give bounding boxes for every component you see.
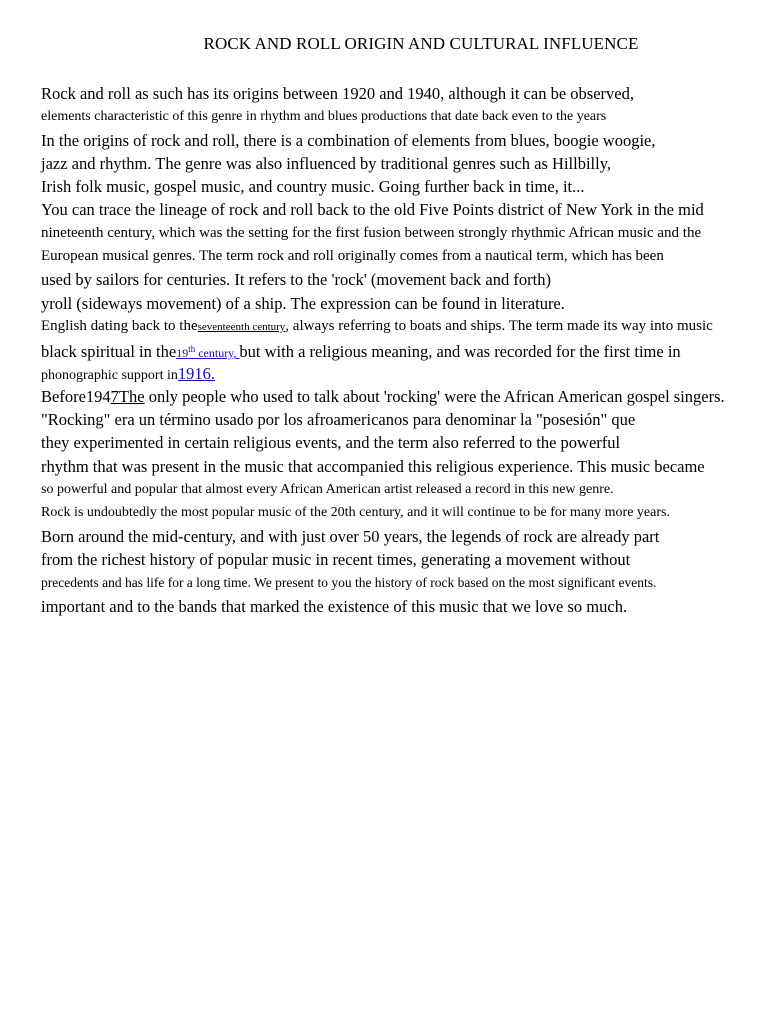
text-line: Rock is undoubtedly the most popular music of the 20th century, and it will continue to be for many more years. xyxy=(41,505,670,521)
text-line: rhythm that was present in the music that accompanied this religious experience. This music became xyxy=(41,456,705,476)
text-line: Rock and roll as such has its origins between 1920 and 1940, although it can be observed, xyxy=(41,84,634,103)
text-fragment: phonographic support in xyxy=(41,367,178,383)
year-fragment: 194 xyxy=(85,386,111,406)
text-line xyxy=(41,385,754,408)
century-link[interactable] xyxy=(176,346,239,360)
text-fragment: but with a religious meaning, and was recorded for the first time in xyxy=(239,342,681,362)
text-fragment: only people who used to talk about 'rocking' were the African American gospel singers. xyxy=(144,386,725,406)
text-line: yroll (sideways movement) of a ship. The expression can be found in literature. xyxy=(41,293,565,313)
text-line: Irish folk music, gospel music, and country music. Going further back in time, it... xyxy=(41,177,585,197)
text-line: precedents and has life for a long time. We present to you the history of rock based on the most significant events. xyxy=(41,575,657,591)
link-superscript: th xyxy=(188,344,196,355)
text-line: jazz and rhythm. The genre was also influenced by traditional genres such as Hillbilly, xyxy=(41,153,611,173)
text-fragment: , always referring to boats and ships. The term made its way into music xyxy=(285,317,713,334)
page-title: ROCK AND ROLL ORIGIN AND CULTURAL INFLUENCE xyxy=(203,34,639,53)
text-line: European musical genres. The term rock and roll originally comes from a nautical term, which has been xyxy=(41,248,664,265)
text-fragment: Before xyxy=(41,386,86,406)
text-line: elements characteristic of this genre in rhythm and blues productions that date back even to the years xyxy=(41,109,607,125)
text-fragment-small: seventeenth century xyxy=(197,320,286,333)
text-line xyxy=(41,338,754,361)
text-line: "Rocking" era un término usado por los afroamericanos para denominar la "posesión" que xyxy=(41,410,636,430)
text-line: Born around the mid-century, and with just over 50 years, the legends of rock are already part xyxy=(41,526,660,546)
text-line: nineteenth century, which was the setting for the first fusion between strongly rhythmic African music and the xyxy=(41,224,702,241)
year-1916-link[interactable]: 1916. xyxy=(177,363,215,383)
text-fragment: The xyxy=(118,386,145,406)
link-text: century, xyxy=(195,346,240,361)
text-line: important and to the bands that marked the existence of this music that we love so much. xyxy=(41,596,628,616)
year-fragment: 7 xyxy=(110,386,119,406)
text-line: so powerful and popular that almost every African American artist released a record in this new genre. xyxy=(41,482,614,498)
text-line: they experimented in certain religious events, and the term also referred to the powerful xyxy=(41,433,621,453)
link-text: 19 xyxy=(176,346,189,361)
text-line: used by sailors for centuries. It refers to the 'rock' (movement back and forth) xyxy=(41,270,551,290)
text-line xyxy=(41,362,754,385)
document-body xyxy=(41,82,754,618)
text-line: from the richest history of popular music in recent times, generating a movement without xyxy=(41,549,631,569)
text-line xyxy=(41,315,754,338)
text-line: You can trace the lineage of rock and roll back to the old Five Points district of New York in the mid xyxy=(41,200,704,220)
text-line: In the origins of rock and roll, there is a combination of elements from blues, boogie woogie, xyxy=(41,130,656,150)
text-fragment: English dating back to the xyxy=(41,317,198,334)
text-fragment: black spiritual in the xyxy=(41,342,177,362)
